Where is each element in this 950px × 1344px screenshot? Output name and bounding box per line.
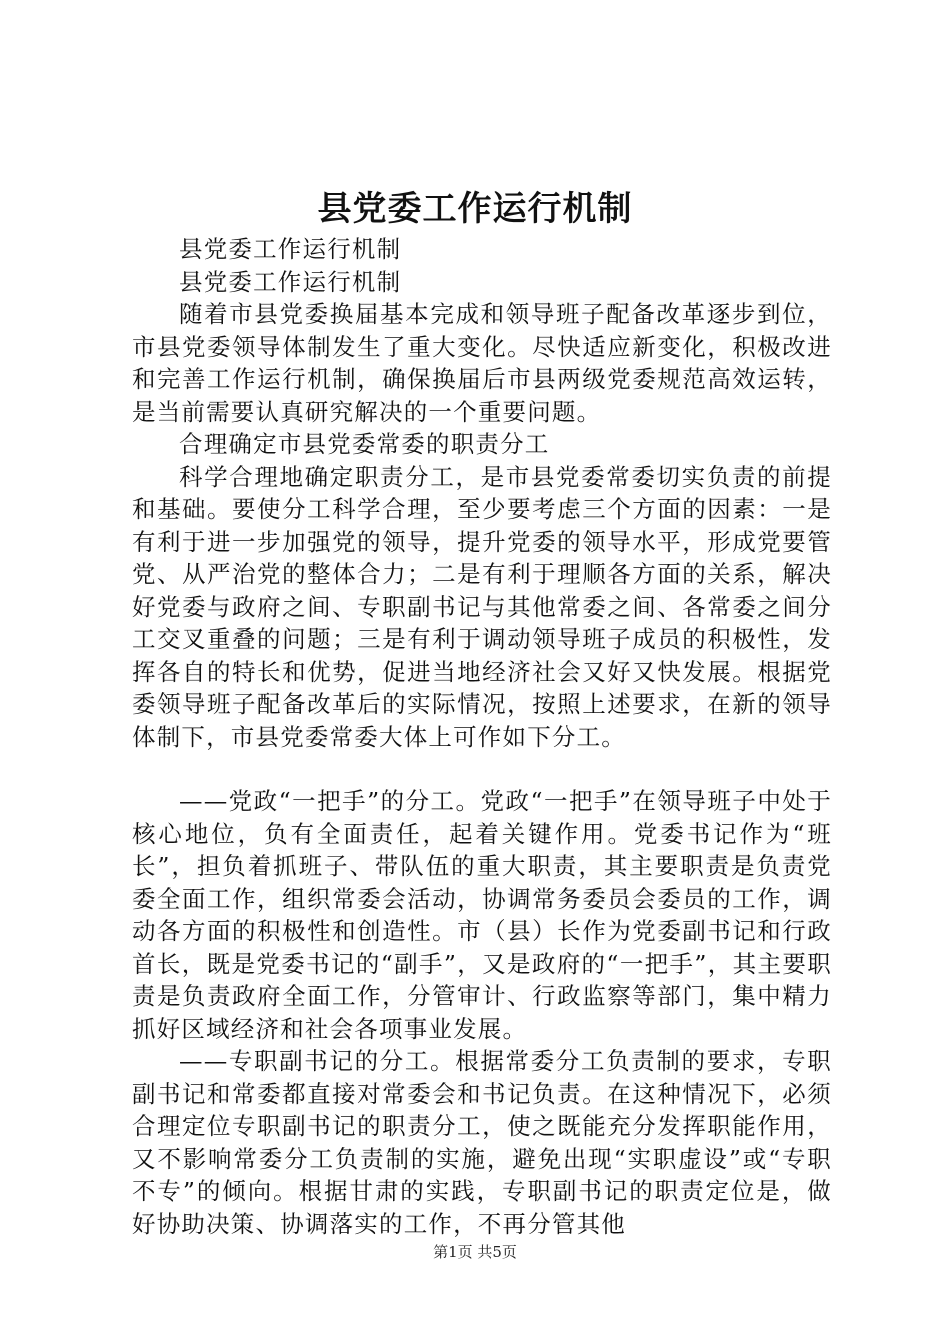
paragraph-subtitle-2: 县党委工作运行机制: [179, 267, 402, 296]
page-footer: 第1页 共5页: [433, 1243, 517, 1261]
paragraph-party-leaders: ——党政“一把手”的分工。党政“一把手”在领导班子中处于核心地位，负有全面责任，起着关键作用。党委书记作为“班长”，担负着抓班子、带队伍的重大职责，其主要职责是负责党委全面工作，组织常委会活动，协调常务委员会委员的工作，调动各方面的积极性和创造性。市（县）长作为党委副书记和行政首长，既是党委书记的“副手”，又是政府的“一把手”，其主要职责是负责政府全面工作，分管审计、行政监察等部门，集中精力抓好区域经济和社会各项事业发展。: [132, 787, 832, 1043]
paragraph-deputy-secretary: ——专职副书记的分工。根据常委分工负责制的要求，专职副书记和常委都直接对常委会和书记负责。在这种情况下，必须合理定位专职副书记的职责分工，使之既能充分发挥职能作用，又不影响常委分工负责制的实施，避免出现“实职虚设”或“专职不专”的倾向。根据甘肃的实践，专职副书记的职责定位是，做好协助决策、协调落实的工作，不再分管其他: [132, 1047, 832, 1238]
document-title: 县党委工作运行机制: [317, 189, 633, 229]
paragraph-intro: 随着市县党委换届基本完成和领导班子配备改革逐步到位，市县党委领导体制发生了重大变化。尽快适应新变化，积极改进和完善工作运行机制，确保换届后市县两级党委规范高效运转，是当前需要认真研究解决的一个重要问题。: [132, 300, 832, 426]
paragraph-division-principles: 科学合理地确定职责分工，是市县党委常委切实负责的前提和基础。要使分工科学合理，至少要考虑三个方面的因素：一是有利于进一步加强党的领导，提升党委的领导水平，形成党要管党、从严治党的整体合力；二是有利于理顺各方面的关系，解决好党委与政府之间、专职副书记与其他常委之间、各常委之间分工交叉重叠的问题；三是有利于调动领导班子成员的积极性，发挥各自的特长和优势，促进当地经济社会又好又快发展。根据党委领导班子配备改革后的实际情况，按照上述要求，在新的领导体制下，市县党委常委大体上可作如下分工。: [132, 462, 832, 751]
document-body: [132, 233, 832, 1240]
section-heading: 合理确定市县党委常委的职责分工: [179, 430, 550, 458]
paragraph-subtitle-1: 县党委工作运行机制: [179, 235, 402, 263]
